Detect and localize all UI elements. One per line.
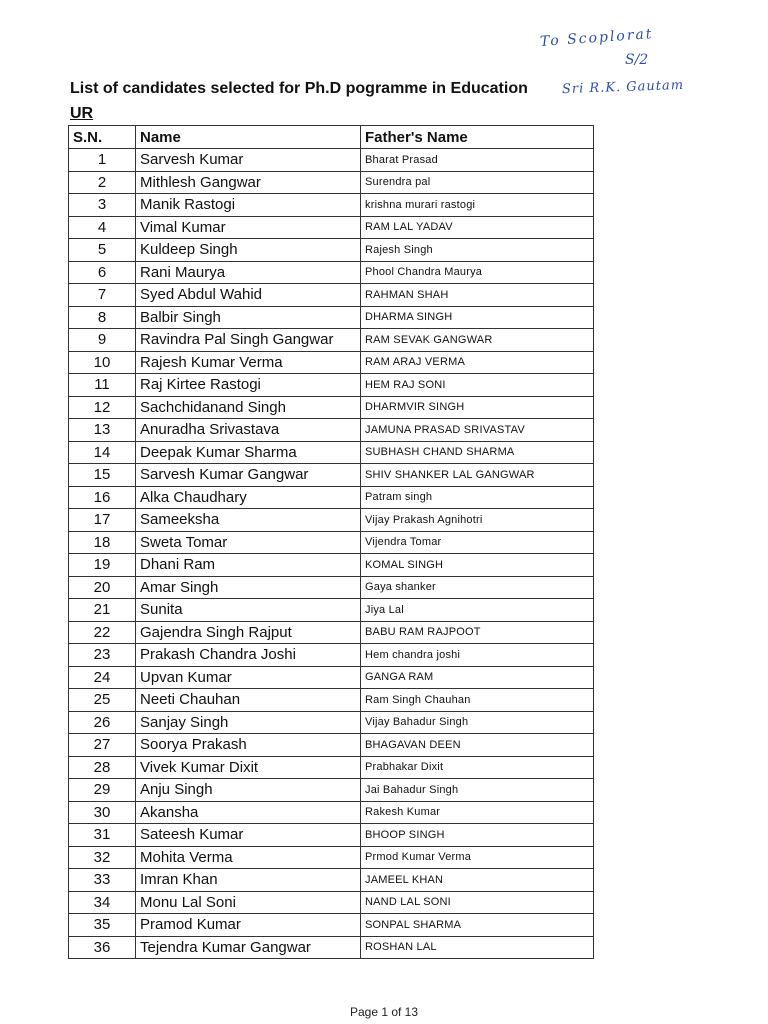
header-name: Name [136, 126, 361, 149]
row-father-name: Ram Singh Chauhan [361, 689, 594, 712]
row-name: Sweta Tomar [136, 531, 361, 554]
row-sn: 28 [69, 756, 136, 779]
table-row [69, 711, 594, 734]
row-sn: 6 [69, 261, 136, 284]
table-row [69, 846, 594, 869]
row-name: Kuldeep Singh [136, 239, 361, 262]
row-father-name: SHIV SHANKER LAL GANGWAR [361, 464, 594, 487]
row-name: Imran Khan [136, 869, 361, 892]
row-name: Balbir Singh [136, 306, 361, 329]
table-row [69, 531, 594, 554]
row-sn: 21 [69, 599, 136, 622]
table-row [69, 284, 594, 307]
row-father-name: BHOOP SINGH [361, 824, 594, 847]
row-father-name: Phool Chandra Maurya [361, 261, 594, 284]
table-row [69, 194, 594, 217]
table-row [69, 149, 594, 172]
table-row [69, 171, 594, 194]
row-sn: 36 [69, 936, 136, 959]
row-father-name: JAMUNA PRASAD SRIVASTAV [361, 419, 594, 442]
row-sn: 4 [69, 216, 136, 239]
row-sn: 20 [69, 576, 136, 599]
row-father-name: RAM SEVAK GANGWAR [361, 329, 594, 352]
row-sn: 29 [69, 779, 136, 802]
row-name: Sarvesh Kumar [136, 149, 361, 172]
header-sn: S.N. [69, 126, 136, 149]
handwritten-note-line-2: S/2 [625, 52, 649, 68]
page-number: Page 1 of 13 [349, 1005, 419, 1019]
row-father-name: BABU RAM RAJPOOT [361, 621, 594, 644]
table-header-row [69, 126, 594, 149]
row-father-name: Rajesh Singh [361, 239, 594, 262]
row-sn: 26 [69, 711, 136, 734]
row-name: Soorya Prakash [136, 734, 361, 757]
row-sn: 5 [69, 239, 136, 262]
table-row [69, 239, 594, 262]
row-sn: 1 [69, 149, 136, 172]
row-name: Pramod Kumar [136, 914, 361, 937]
row-father-name: Jiya Lal [361, 599, 594, 622]
handwritten-note-line-3: Sri R.K. Gautam [561, 77, 685, 98]
table-row [69, 441, 594, 464]
row-name: Neeti Chauhan [136, 689, 361, 712]
row-sn: 9 [69, 329, 136, 352]
header-father-name: Father's Name [361, 126, 594, 149]
row-name: Deepak Kumar Sharma [136, 441, 361, 464]
table-row [69, 576, 594, 599]
row-father-name: RAM ARAJ VERMA [361, 351, 594, 374]
table-row [69, 779, 594, 802]
row-father-name: Surendra pal [361, 171, 594, 194]
row-name: Anuradha Srivastava [136, 419, 361, 442]
row-father-name: DHARMVIR SINGH [361, 396, 594, 419]
row-sn: 11 [69, 374, 136, 397]
row-sn: 17 [69, 509, 136, 532]
table-row [69, 914, 594, 937]
table-row [69, 666, 594, 689]
row-name: Vimal Kumar [136, 216, 361, 239]
table-row [69, 891, 594, 914]
row-name: Manik Rastogi [136, 194, 361, 217]
row-name: Ravindra Pal Singh Gangwar [136, 329, 361, 352]
table-row [69, 756, 594, 779]
row-name: Dhani Ram [136, 554, 361, 577]
category-label: UR [70, 105, 94, 122]
row-sn: 7 [69, 284, 136, 307]
row-sn: 22 [69, 621, 136, 644]
row-father-name: Patram singh [361, 486, 594, 509]
table-row [69, 306, 594, 329]
row-sn: 33 [69, 869, 136, 892]
table-row [69, 351, 594, 374]
table-row [69, 396, 594, 419]
row-sn: 19 [69, 554, 136, 577]
row-father-name: ROSHAN LAL [361, 936, 594, 959]
row-father-name: JAMEEL KHAN [361, 869, 594, 892]
row-name: Mohita Verma [136, 846, 361, 869]
row-name: Rajesh Kumar Verma [136, 351, 361, 374]
row-sn: 14 [69, 441, 136, 464]
row-father-name: GANGA RAM [361, 666, 594, 689]
table-row [69, 621, 594, 644]
row-sn: 13 [69, 419, 136, 442]
row-name: Sanjay Singh [136, 711, 361, 734]
row-sn: 30 [69, 801, 136, 824]
table-row [69, 216, 594, 239]
row-father-name: Prmod Kumar Verma [361, 846, 594, 869]
document-title: List of candidates selected for Ph.D pogramme in Education [70, 80, 528, 97]
row-sn: 32 [69, 846, 136, 869]
row-father-name: Bharat Prasad [361, 149, 594, 172]
row-sn: 8 [69, 306, 136, 329]
row-name: Sunita [136, 599, 361, 622]
table-row [69, 464, 594, 487]
row-father-name: DHARMA SINGH [361, 306, 594, 329]
row-father-name: Vijay Bahadur Singh [361, 711, 594, 734]
row-name: Syed Abdul Wahid [136, 284, 361, 307]
row-sn: 24 [69, 666, 136, 689]
row-sn: 18 [69, 531, 136, 554]
row-father-name: SONPAL SHARMA [361, 914, 594, 937]
table-row [69, 824, 594, 847]
row-name: Prakash Chandra Joshi [136, 644, 361, 667]
row-name: Amar Singh [136, 576, 361, 599]
row-sn: 16 [69, 486, 136, 509]
row-name: Sameeksha [136, 509, 361, 532]
row-name: Anju Singh [136, 779, 361, 802]
table-row [69, 801, 594, 824]
table-row [69, 644, 594, 667]
row-father-name: krishna murari rastogi [361, 194, 594, 217]
table-row [69, 374, 594, 397]
row-sn: 3 [69, 194, 136, 217]
row-sn: 2 [69, 171, 136, 194]
row-father-name: Jai Bahadur Singh [361, 779, 594, 802]
row-father-name: KOMAL SINGH [361, 554, 594, 577]
row-name: Akansha [136, 801, 361, 824]
table-row [69, 509, 594, 532]
row-name: Sateesh Kumar [136, 824, 361, 847]
handwritten-note-line-1: To Scoplorat [539, 26, 654, 50]
row-name: Raj Kirtee Rastogi [136, 374, 361, 397]
table-row [69, 689, 594, 712]
row-sn: 15 [69, 464, 136, 487]
row-sn: 23 [69, 644, 136, 667]
row-name: Sachchidanand Singh [136, 396, 361, 419]
row-sn: 25 [69, 689, 136, 712]
row-name: Sarvesh Kumar Gangwar [136, 464, 361, 487]
table-row [69, 734, 594, 757]
row-father-name: Gaya shanker [361, 576, 594, 599]
row-father-name: Prabhakar Dixit [361, 756, 594, 779]
row-sn: 27 [69, 734, 136, 757]
row-name: Gajendra Singh Rajput [136, 621, 361, 644]
table-row [69, 554, 594, 577]
row-father-name: HEM RAJ SONI [361, 374, 594, 397]
row-name: Monu Lal Soni [136, 891, 361, 914]
table-row [69, 869, 594, 892]
row-sn: 31 [69, 824, 136, 847]
row-father-name: NAND LAL SONI [361, 891, 594, 914]
row-sn: 12 [69, 396, 136, 419]
row-father-name: RAM LAL YADAV [361, 216, 594, 239]
table-row [69, 936, 594, 959]
row-sn: 10 [69, 351, 136, 374]
candidates-table [68, 125, 594, 959]
table-row [69, 261, 594, 284]
row-sn: 34 [69, 891, 136, 914]
row-father-name: Rakesh Kumar [361, 801, 594, 824]
row-name: Upvan Kumar [136, 666, 361, 689]
row-father-name: Hem chandra joshi [361, 644, 594, 667]
table-row [69, 486, 594, 509]
row-father-name: SUBHASH CHAND SHARMA [361, 441, 594, 464]
table-row [69, 419, 594, 442]
row-father-name: BHAGAVAN DEEN [361, 734, 594, 757]
row-name: Alka Chaudhary [136, 486, 361, 509]
row-name: Mithlesh Gangwar [136, 171, 361, 194]
row-name: Vivek Kumar Dixit [136, 756, 361, 779]
table-row [69, 329, 594, 352]
row-father-name: RAHMAN SHAH [361, 284, 594, 307]
row-sn: 35 [69, 914, 136, 937]
table-row [69, 599, 594, 622]
row-name: Tejendra Kumar Gangwar [136, 936, 361, 959]
row-father-name: Vijay Prakash Agnihotri [361, 509, 594, 532]
row-father-name: Vijendra Tomar [361, 531, 594, 554]
row-name: Rani Maurya [136, 261, 361, 284]
